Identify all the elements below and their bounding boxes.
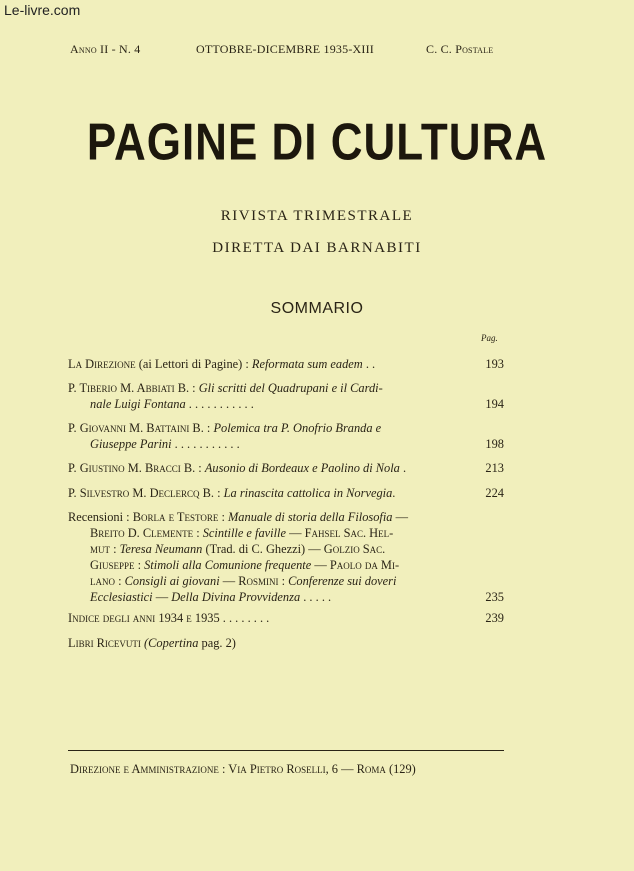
author: Rosmini	[238, 574, 279, 588]
separator: :	[134, 558, 145, 572]
article-title: Teresa Neumann	[119, 542, 203, 556]
toc-entry	[68, 635, 504, 651]
article-title: Ausonio di Bordeaux e Paolino di Nola	[204, 461, 400, 475]
author: Paolo da Mi-	[329, 558, 400, 572]
leader-dots: .	[399, 461, 407, 475]
contents-heading: SOMMARIO	[270, 300, 364, 317]
author: La Direzione	[68, 357, 136, 371]
footer-rule	[68, 750, 504, 751]
article-title: Stimoli alla Comunione frequente	[144, 558, 312, 572]
leader-dots: . . . . .	[300, 590, 332, 604]
separator: :	[193, 526, 203, 540]
article-title: Reformata sum eadem	[251, 357, 363, 371]
page-number: 235	[485, 590, 504, 604]
location-page: pag. 2)	[198, 636, 236, 650]
page-number: 239	[485, 611, 504, 625]
issue-number: Anno II - N. 4	[70, 42, 141, 56]
separator: —	[286, 526, 305, 540]
separator: —	[311, 558, 330, 572]
footer-address-text: : Via Pietro Roselli, 6 — Roma	[218, 762, 389, 776]
leader-dots: . . . . . . . .	[219, 611, 270, 625]
page-number: 213	[485, 461, 504, 475]
watermark: Le-livre.com	[4, 2, 81, 18]
article-title-cont: Giuseppe Parini	[90, 437, 172, 451]
author: P. Giustino M. Bracci B. :	[68, 461, 205, 475]
footer-address	[70, 762, 416, 777]
conjunction: e	[186, 611, 192, 625]
footer-code: (129)	[388, 762, 416, 776]
separator: —	[152, 590, 172, 604]
page-title: PAGINE DI CULTURA	[86, 113, 548, 172]
article-title: Della Divina Provvidenza	[171, 590, 301, 604]
toc-entry	[68, 356, 504, 372]
separator: —	[392, 510, 408, 524]
index-label: Indice degli anni	[68, 611, 156, 625]
article-title: Scintille e faville	[202, 526, 286, 540]
year: 1934	[155, 611, 187, 625]
toc-entry-reviews	[68, 509, 504, 605]
toc-entry	[68, 485, 504, 501]
article-title: Ecclesiastici	[90, 590, 153, 604]
author: Golzio Sac.	[323, 542, 386, 556]
year: 1935	[191, 611, 220, 625]
toc-entry	[68, 610, 504, 626]
page-number: 198	[485, 437, 504, 451]
leader-dots: . .	[362, 357, 376, 371]
article-title: Manuale di storia della Filosofia	[227, 510, 393, 524]
author: mut	[90, 542, 110, 556]
article-title: Consigli ai giovani	[124, 574, 220, 588]
author: P. Tiberio M. Abbiati B. :	[68, 381, 199, 395]
author: Giuseppe	[90, 558, 135, 572]
leader-dots: .	[392, 486, 396, 500]
note: (Trad. di C. Ghezzi) —	[202, 542, 324, 556]
author: P. Giovanni M. Battaini B. :	[68, 421, 214, 435]
author: P. Silvestro M. Declercq B. :	[68, 486, 224, 500]
note: (ai Lettori di Pagine) :	[135, 357, 252, 371]
article-title-cont: nale Luigi Fontana	[90, 397, 186, 411]
leader-dots: . . . . . . . . . . .	[185, 397, 254, 411]
separator: :	[218, 510, 228, 524]
page-number: 194	[485, 397, 504, 411]
toc-entry	[68, 420, 504, 452]
books-received-label: Libri Ricevuti	[68, 636, 141, 650]
page-column-label: Pag.	[481, 333, 498, 343]
author: Borla e Testore	[132, 510, 219, 524]
separator: :	[115, 574, 125, 588]
issue-date: OTTOBRE-DICEMBRE 1935-XIII	[196, 42, 374, 56]
separator: :	[278, 574, 289, 588]
author: lano	[90, 574, 115, 588]
leader-dots: . . . . . . . . . . .	[171, 437, 240, 451]
subtitle-editors: DIRETTA DAI BARNABITI	[212, 240, 422, 256]
subtitle-quarterly: RIVISTA TRIMESTRALE	[220, 208, 414, 224]
reviews-label: Recensioni :	[68, 510, 133, 524]
toc-entry	[68, 460, 504, 476]
separator: :	[110, 542, 120, 556]
article-title: Gli scritti del Quadrupani e il Cardi-	[198, 381, 383, 395]
article-title: Polemica tra P. Onofrio Branda e	[213, 421, 382, 435]
toc-entry	[68, 380, 504, 412]
footer-label: Direzione e Amministrazione	[70, 762, 219, 776]
location-note: (Copertina	[140, 636, 199, 650]
separator: —	[219, 574, 239, 588]
author: Breito D. Clemente	[90, 526, 194, 540]
page-number: 224	[485, 486, 504, 500]
postal-note: C. C. Postale	[426, 42, 494, 56]
article-title: Conferenze sui doveri	[288, 574, 397, 588]
author: Fahsel Sac. Hel-	[304, 526, 394, 540]
page-number: 193	[485, 357, 504, 371]
article-title: La rinascita cattolica in Norvegia	[223, 486, 393, 500]
